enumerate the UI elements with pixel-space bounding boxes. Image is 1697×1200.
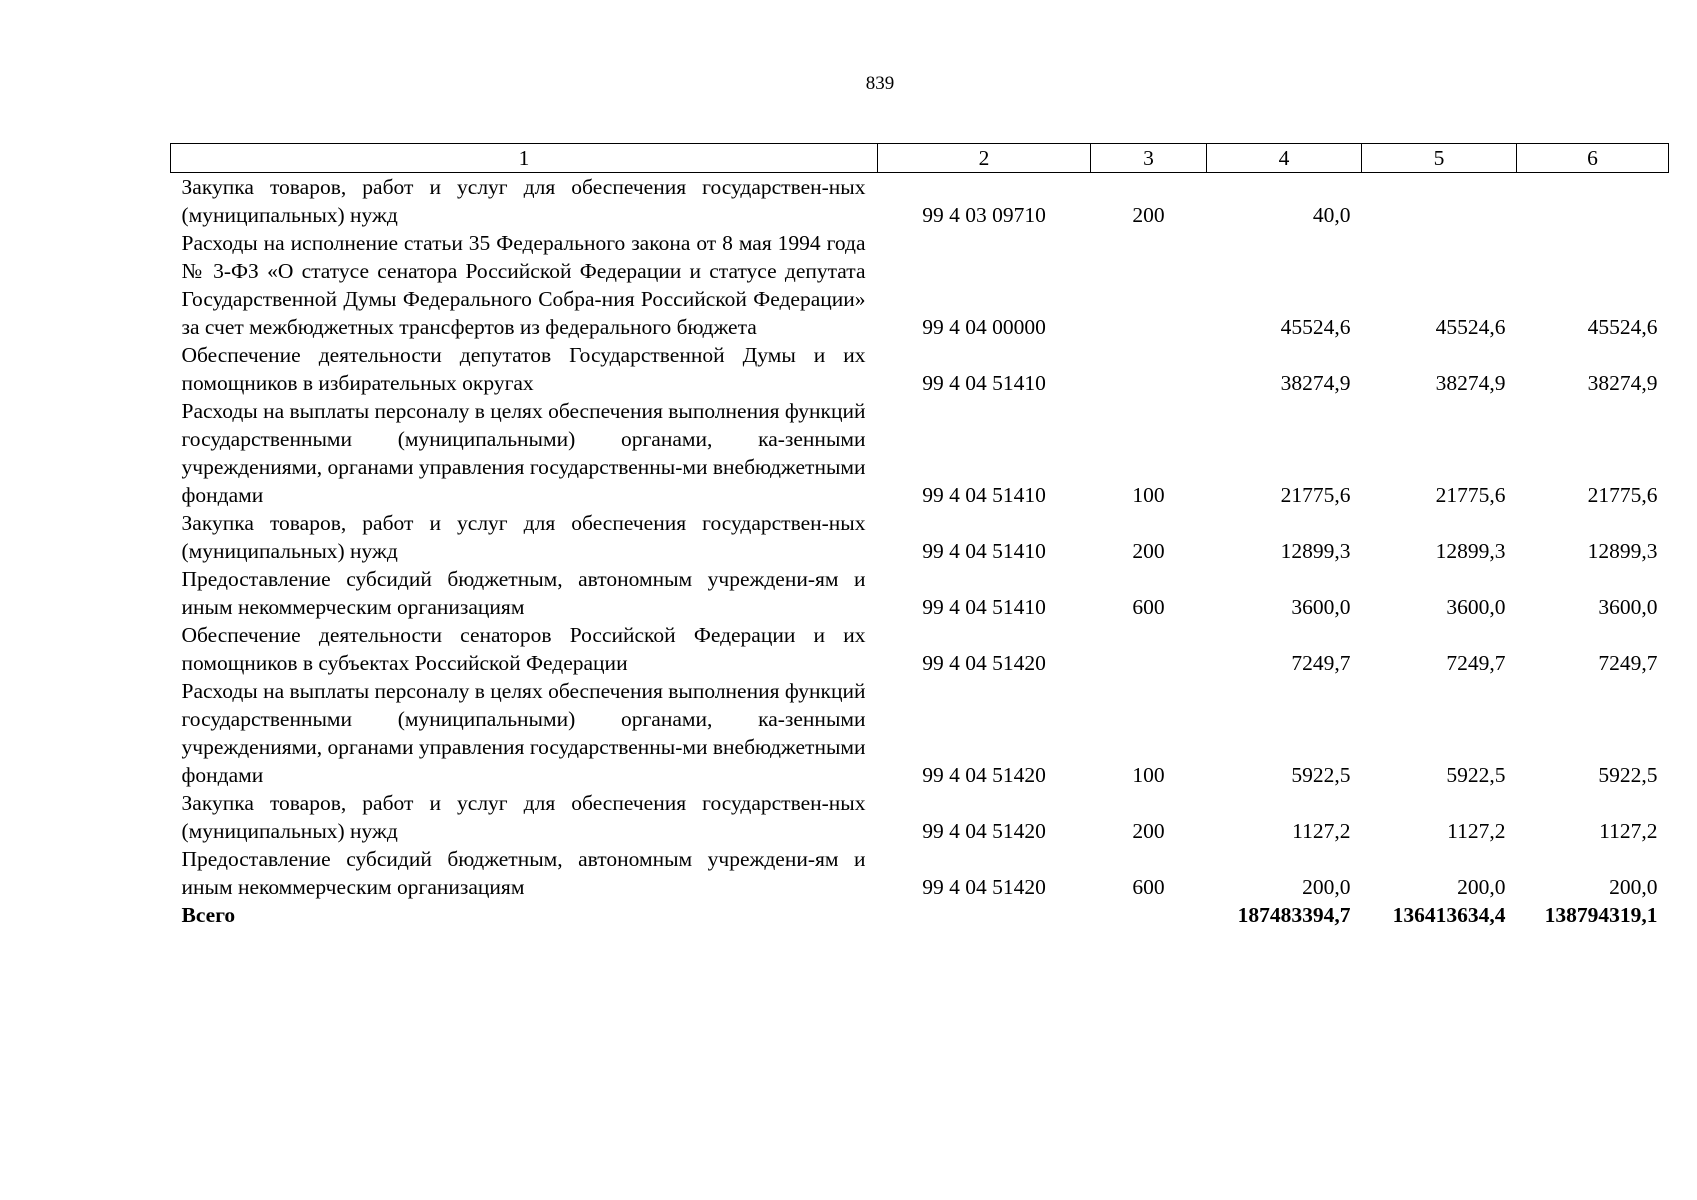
row-expense-type (1091, 621, 1207, 677)
row-value-col4: 3600,0 (1291, 595, 1351, 619)
page-number: 839 (865, 73, 895, 94)
row-description: Расходы на выплаты персоналу в целях обеспечения выполнения функций государственными (муниципальными) органами, ка-зенными учреждениями, органами управления государственны-ми внебюджетными фондами (181, 679, 866, 787)
total-value-col6: 138794319,1 (1544, 903, 1658, 927)
column-header-1: 1 (171, 144, 878, 173)
row-value-col5: 200,0 (1457, 875, 1506, 899)
row-value-col6: 12899,3 (1587, 539, 1658, 563)
row-value-col5: 45524,6 (1435, 315, 1506, 339)
row-value-col5: 5922,5 (1446, 763, 1506, 787)
table-row (171, 789, 1669, 845)
table-row (171, 229, 1669, 341)
table-header-row (171, 144, 1669, 173)
row-description: Обеспечение деятельности депутатов Государственной Думы и их помощников в избирательных округах (181, 343, 866, 395)
row-value-col4: 1127,2 (1292, 819, 1351, 843)
row-value-col4: 5922,5 (1291, 763, 1351, 787)
row-value-col6: 200,0 (1609, 875, 1658, 899)
row-expense-type: 200 (1132, 203, 1165, 227)
table-row (171, 565, 1669, 621)
column-header-6: 6 (1517, 144, 1669, 173)
table-row (171, 845, 1669, 901)
total-value-col5: 136413634,4 (1392, 903, 1506, 927)
row-code: 99 4 04 51410 (922, 595, 1046, 619)
row-code: 99 4 04 51420 (922, 819, 1046, 843)
row-expense-type: 200 (1132, 819, 1165, 843)
table-row (171, 341, 1669, 397)
row-value-col4: 40,0 (1312, 203, 1351, 227)
row-expense-type: 100 (1132, 483, 1165, 507)
row-value-col5: 7249,7 (1446, 651, 1506, 675)
row-description: Расходы на выплаты персоналу в целях обеспечения выполнения функций государственными (муниципальными) органами, ка-зенными учреждениями, органами управления государственны-ми внебюджетными фондами (181, 399, 866, 507)
row-code: 99 4 04 51420 (922, 651, 1046, 675)
row-description: Предоставление субсидий бюджетным, автономным учреждени-ям и иным некоммерческим организациям (181, 567, 866, 619)
row-code: 99 4 03 09710 (922, 203, 1046, 227)
row-code: 99 4 04 51410 (922, 371, 1046, 395)
column-header-4: 4 (1207, 144, 1362, 173)
row-description: Закупка товаров, работ и услуг для обеспечения государствен-ных (муниципальных) нужд (181, 791, 866, 843)
row-description: Расходы на исполнение статьи 35 Федерального закона от 8 мая 1994 года № 3-ФЗ «О статусе сенатора Российской Федерации и статусе депутата Государственной Думы Федерального Собра-ния Российской Федерации» за счет межбюджетных трансфертов из федерального бюджета (181, 231, 866, 339)
row-expense-type: 200 (1132, 539, 1165, 563)
column-header-3: 3 (1091, 144, 1207, 173)
row-value-col6: 45524,6 (1587, 315, 1658, 339)
row-code: 99 4 04 00000 (922, 315, 1046, 339)
row-value-col4: 7249,7 (1291, 651, 1351, 675)
row-description: Закупка товаров, работ и услуг для обеспечения государствен-ных (муниципальных) нужд (181, 175, 866, 227)
total-code-empty (878, 901, 1091, 929)
row-code: 99 4 04 51420 (922, 875, 1046, 899)
total-value-col4: 187483394,7 (1237, 903, 1351, 927)
row-expense-type: 100 (1132, 763, 1165, 787)
row-description: Предоставление субсидий бюджетным, автономным учреждени-ям и иным некоммерческим организациям (181, 847, 866, 899)
row-code: 99 4 04 51410 (922, 539, 1046, 563)
row-value-col6: 3600,0 (1598, 595, 1658, 619)
row-value-col5: 12899,3 (1435, 539, 1506, 563)
row-value-col5 (1362, 173, 1517, 230)
row-value-col4: 45524,6 (1280, 315, 1351, 339)
table-row (171, 621, 1669, 677)
table-row (171, 397, 1669, 509)
row-value-col6: 5922,5 (1598, 763, 1658, 787)
row-value-col4: 12899,3 (1280, 539, 1351, 563)
row-value-col6: 1127,2 (1599, 819, 1658, 843)
row-description: Закупка товаров, работ и услуг для обеспечения государствен-ных (муниципальных) нужд (181, 511, 866, 563)
budget-table (170, 143, 1669, 929)
row-value-col5: 21775,6 (1435, 483, 1506, 507)
row-code: 99 4 04 51410 (922, 483, 1046, 507)
row-value-col4: 38274,9 (1280, 371, 1351, 395)
table-row (171, 173, 1669, 230)
total-type-empty (1091, 901, 1207, 929)
total-row (171, 901, 1669, 929)
row-value-col4: 21775,6 (1280, 483, 1351, 507)
row-value-col5: 1127,2 (1447, 819, 1506, 843)
row-value-col6: 38274,9 (1587, 371, 1658, 395)
row-expense-type (1091, 341, 1207, 397)
row-value-col6: 21775,6 (1587, 483, 1658, 507)
row-expense-type: 600 (1132, 875, 1165, 899)
table-row (171, 509, 1669, 565)
row-value-col5: 38274,9 (1435, 371, 1506, 395)
column-header-5: 5 (1362, 144, 1517, 173)
row-description: Обеспечение деятельности сенаторов Российской Федерации и их помощников в субъектах Российской Федерации (181, 623, 866, 675)
row-code: 99 4 04 51420 (922, 763, 1046, 787)
row-value-col6: 7249,7 (1598, 651, 1658, 675)
row-expense-type: 600 (1132, 595, 1165, 619)
table-row (171, 677, 1669, 789)
row-value-col5: 3600,0 (1446, 595, 1506, 619)
column-header-2: 2 (878, 144, 1091, 173)
row-value-col6 (1517, 173, 1669, 230)
total-label: Всего (181, 903, 236, 927)
row-expense-type (1091, 229, 1207, 341)
row-value-col4: 200,0 (1302, 875, 1351, 899)
